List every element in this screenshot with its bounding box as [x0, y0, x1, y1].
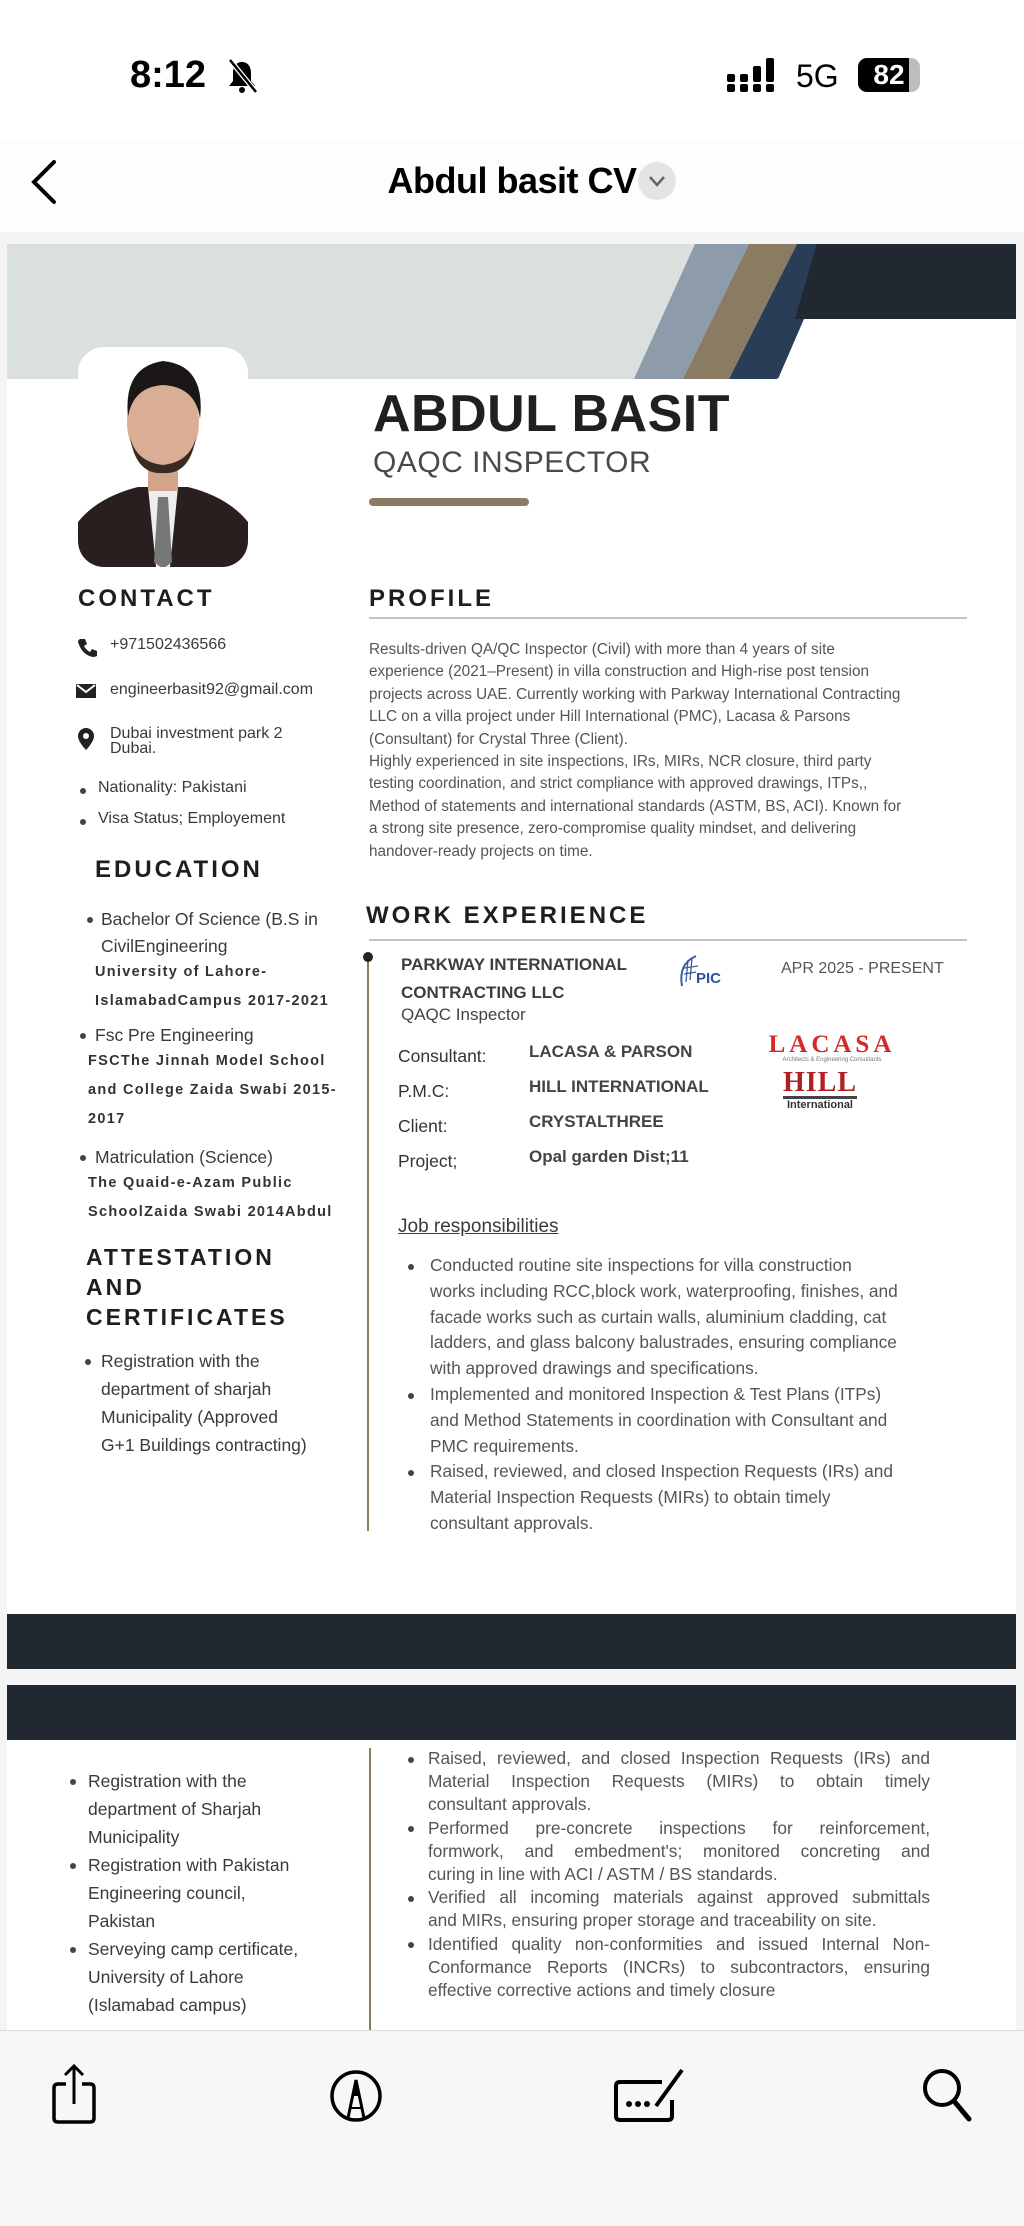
text-line: experience (2021–Present) in villa construction and High-rise post tension — [369, 663, 869, 681]
text-line: University of Lahore- — [95, 964, 268, 980]
list-item — [430, 1382, 887, 1459]
text-line: 2017 — [88, 1111, 126, 1127]
text-line: IslamabadCampus 2017-2021 — [95, 993, 329, 1009]
text-line: Highly experienced in site inspections, IRs, MIRs, NCR closure, third party — [369, 753, 872, 771]
list-item — [428, 1933, 930, 2003]
search-icon[interactable] — [920, 2066, 974, 2126]
text-line: Results-driven QA/QC Inspector (Civil) with more than 4 years of site — [369, 641, 835, 658]
text-line: (Islamabad campus) — [88, 1995, 247, 2015]
list-item — [430, 1253, 898, 1382]
document-title[interactable]: Abdul basit CV — [387, 160, 637, 201]
text-line: FSCThe Jinnah Model School — [88, 1053, 326, 1069]
contact-heading: CONTACT — [78, 585, 215, 612]
pic-logo: PIC — [676, 952, 732, 992]
page-2-header-band — [7, 1685, 1016, 1740]
profile-text — [369, 639, 901, 863]
text-line: testing coordination, and strict compliance with approved drawings, ITPs,, — [369, 775, 868, 793]
text-line: G+1 Buildings contracting) — [101, 1435, 307, 1455]
job-period: APR 2025 - PRESENT — [781, 960, 944, 977]
text-line: Bachelor Of Science (B.S in — [101, 909, 318, 929]
bullet — [70, 1947, 76, 1953]
text-line: Identified quality non-conformities and issued Internal Non- — [428, 1933, 930, 1954]
education-school — [88, 1047, 337, 1134]
text-line: projects across UAE. Currently working with Parkway International Contracting — [369, 685, 901, 703]
education-degree — [95, 1144, 273, 1171]
education-heading: EDUCATION — [95, 856, 263, 883]
text-line: The Quaid-e-Azam Public — [88, 1175, 293, 1191]
text-line: a strong site presence, zero-compromise quality mindset, and delivering — [369, 820, 857, 838]
phone-icon — [77, 637, 97, 657]
status-time: 8:12 — [130, 54, 207, 96]
accent-bar — [369, 498, 529, 506]
text-line: (Consultant) for Crystal Three (Client). — [369, 730, 628, 748]
responsibilities-heading: Job responsibilities — [398, 1216, 559, 1237]
battery-percent: 82 — [873, 59, 905, 90]
text-line: facade works such as curtain walls, aluminium cladding, cat — [430, 1306, 887, 1327]
text-line: formwork, and embedment's; monitored concreting and — [428, 1840, 930, 1861]
chevron-down-icon — [638, 162, 676, 200]
text-line: CONTRACTING LLC — [401, 983, 565, 1002]
battery-indicator — [858, 58, 920, 92]
bullet — [80, 1155, 86, 1161]
text-line: Dubai investment park 2 — [110, 725, 283, 742]
text-line: ATTESTATION — [86, 1244, 275, 1270]
text-line: effective corrective actions and timely closure — [428, 1980, 776, 2000]
list-item — [428, 1747, 930, 1817]
text-line: ladders, and glass balcony balustrades, ensuring compliance — [430, 1332, 897, 1353]
profile-heading: PROFILE — [369, 585, 495, 612]
markup-icon[interactable] — [328, 2068, 384, 2124]
list-item — [428, 1886, 930, 1932]
bottom-toolbar — [0, 2030, 1024, 2226]
detail-value: CRYSTALTHREE — [529, 1112, 664, 1131]
attestation-heading — [86, 1242, 288, 1332]
text-line: Conformance Reports (INCRs) to subcontractors, ensuring — [428, 1956, 930, 1977]
text-line: LLC on a villa project under Hill International (PMC), Lacasa & Parsons — [369, 708, 851, 726]
text-line: Material Inspection Requests (MIRs) to obtain timely — [430, 1487, 831, 1508]
page-1-footer-band — [7, 1614, 1016, 1669]
text-line: Registration with the — [101, 1351, 260, 1371]
bullet — [80, 788, 86, 794]
text-line: consultant approvals. — [428, 1794, 592, 1815]
text-line: works including RCC,block work, waterproofing, finishes, and — [430, 1280, 898, 1301]
text-line: consultant approvals. — [430, 1512, 594, 1533]
cv-name: ABDUL BASIT — [373, 385, 730, 443]
text-line: CivilEngineering — [101, 936, 228, 956]
text-line: handover-ready projects on time. — [369, 842, 593, 860]
divider — [369, 617, 967, 619]
bullet — [70, 1779, 76, 1785]
education-school — [88, 1169, 333, 1227]
text-line: Implemented and monitored Inspection & Test Plans (ITPs) — [430, 1384, 882, 1404]
detail-value: HILL INTERNATIONAL — [529, 1077, 709, 1096]
job-role: QAQC Inspector — [401, 1005, 526, 1024]
lacasa-logo: LACASA Architects & Engineering Consultants — [768, 1031, 896, 1063]
text-line: Fsc Pre Engineering — [95, 1025, 254, 1045]
bullet — [408, 1264, 414, 1270]
detail-label: P.M.C: — [398, 1081, 450, 1101]
silent-bell-icon — [226, 58, 258, 94]
text-line: Raised, reviewed, and closed Inspection Requests (IRs) and — [428, 1748, 930, 1768]
text-line: Pakistan — [88, 1911, 156, 1931]
text-line: Conducted routine site inspections for villa construction — [430, 1255, 852, 1275]
detail-label: Project; — [398, 1151, 458, 1171]
profile-photo — [78, 347, 248, 567]
detail-value: LACASA & PARSON — [529, 1042, 693, 1061]
text-line: and College Zaida Swabi 2015- — [88, 1082, 337, 1098]
company-name — [401, 951, 627, 1007]
network-type: 5G — [796, 58, 839, 94]
text-line: Registration with the — [88, 1771, 247, 1791]
detail-label: Client: — [398, 1116, 448, 1136]
education-degree — [101, 906, 318, 960]
contact-phone: +971502436566 — [110, 636, 227, 653]
nationality: Nationality: Pakistani — [98, 779, 247, 796]
visa-status: Visa Status; Employement — [98, 810, 286, 827]
text-line: Municipality (Approved — [101, 1407, 279, 1427]
bullet — [87, 917, 93, 923]
text-line: AND — [86, 1274, 145, 1300]
text-line: Municipality — [88, 1827, 180, 1847]
share-icon[interactable] — [50, 2062, 100, 2126]
text-line: Matriculation (Science) — [95, 1147, 273, 1167]
attestation-item — [101, 1347, 307, 1459]
list-item — [430, 1459, 893, 1536]
list-item — [88, 1767, 261, 1851]
detail-label: Consultant: — [398, 1046, 487, 1066]
text-line: Registration with Pakistan — [88, 1855, 290, 1875]
education-degree — [95, 1022, 254, 1049]
text-line: Engineering council, — [88, 1883, 246, 1903]
text-line: with approved drawings and specifications. — [430, 1358, 759, 1379]
person-photo-icon — [78, 347, 248, 567]
bullet — [80, 1033, 86, 1039]
text-line: Material Inspection Requests (MIRs) to obtain timely — [428, 1771, 930, 1792]
text-line: department of sharjah — [101, 1379, 272, 1399]
text-line: Dubai. — [110, 740, 157, 757]
work-heading: WORK EXPERIENCE — [366, 902, 649, 929]
bullet — [408, 1896, 414, 1902]
timeline-dot — [363, 952, 373, 962]
text-line: Performed pre-concrete inspections for reinforcement, — [428, 1817, 930, 1838]
bullet — [408, 1393, 414, 1399]
bullet — [85, 1359, 91, 1365]
text-line: curing in line with ACI / ASTM / BS standards. — [428, 1864, 778, 1884]
cv-title: QAQC INSPECTOR — [373, 446, 652, 479]
list-item — [88, 1851, 289, 1935]
text-line: Serveying camp certificate, — [88, 1939, 299, 1959]
education-school — [95, 958, 329, 1016]
text-line: University of Lahore — [88, 1967, 244, 1987]
timeline-line — [369, 1748, 371, 2030]
text-line: PMC requirements. — [430, 1435, 579, 1456]
text-line: Raised, reviewed, and closed Inspection Requests (IRs) and — [430, 1461, 893, 1482]
text-line: department of Sharjah — [88, 1799, 262, 1819]
contact-address — [110, 726, 283, 756]
text-line: and MIRs, ensuring proper storage and traceability on site. — [428, 1910, 877, 1931]
list-item — [88, 1935, 298, 2019]
timeline-line — [367, 956, 369, 1531]
title-menu-button[interactable] — [638, 162, 676, 200]
contact-email: engineerbasit92@gmail.com — [110, 681, 314, 698]
text-line: and Method Statements in coordination with Consultant and — [430, 1409, 888, 1430]
text-line: CERTIFICATES — [86, 1304, 288, 1330]
text-line: Verified all incoming materials against approved submittals — [428, 1887, 930, 1908]
location-pin-icon — [77, 727, 95, 751]
email-icon — [76, 684, 96, 698]
list-item — [428, 1817, 930, 1887]
text-line: Method of statements and international standards (ASTM, BS, ACI). Known for — [369, 797, 902, 815]
bullet — [70, 1863, 76, 1869]
detail-value: Opal garden Dist;11 — [529, 1147, 689, 1166]
bullet — [408, 1757, 414, 1763]
signature-icon[interactable] — [612, 2066, 690, 2124]
text-line: SchoolZaida Swabi 2014Abdul — [88, 1204, 333, 1220]
divider — [369, 939, 967, 941]
signal-icon — [726, 58, 778, 92]
text-line: PARKWAY INTERNATIONAL — [401, 955, 628, 974]
hill-logo: HILL International — [783, 1067, 858, 1111]
bullet — [80, 819, 86, 825]
